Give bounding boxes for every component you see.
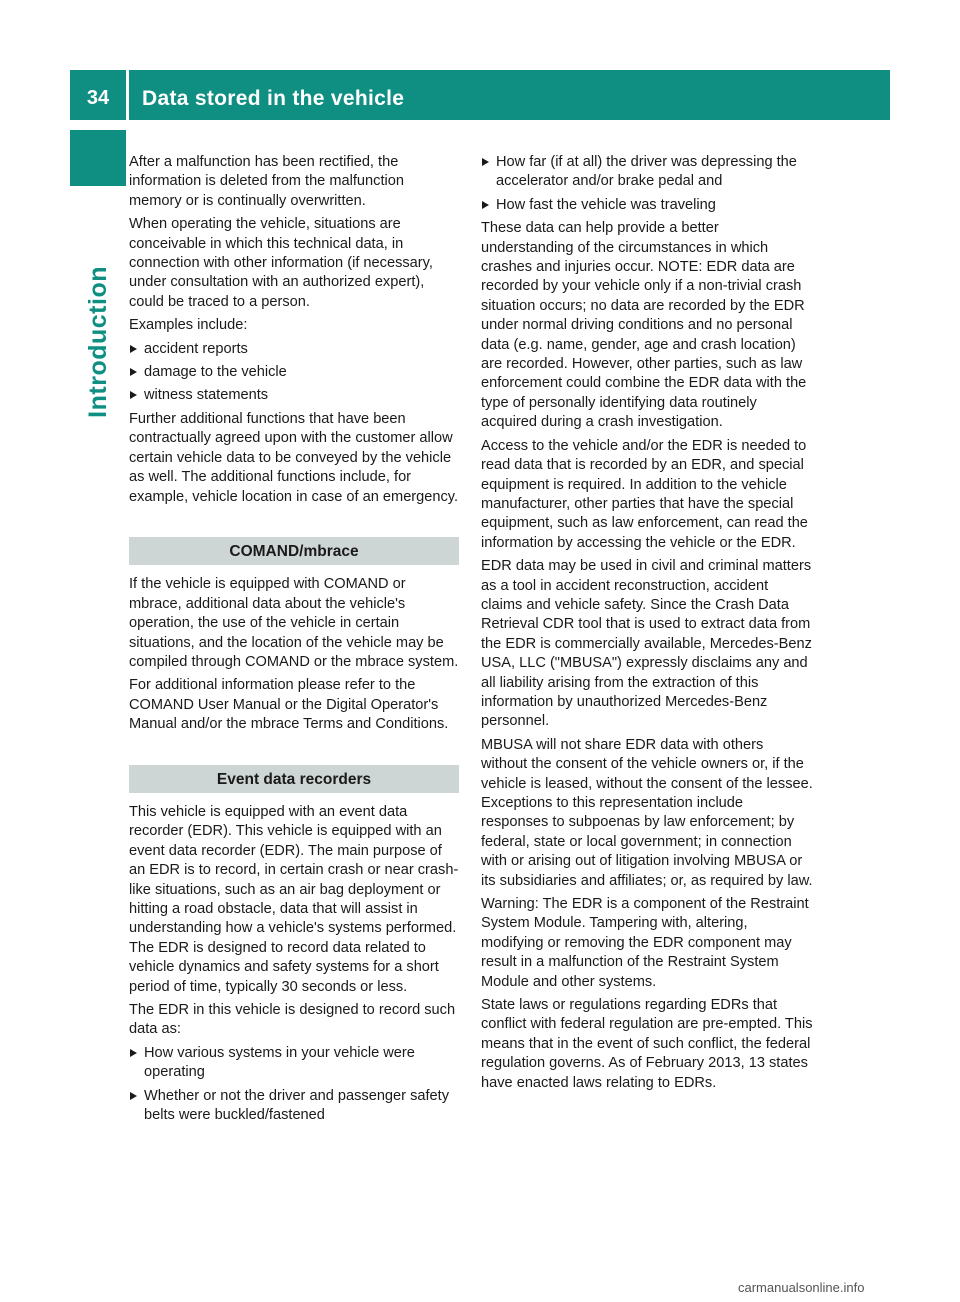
section-heading-edr: Event data recorders [129, 765, 459, 793]
paragraph: When operating the vehicle, situations are conceivable in which this technical data, in connection with other information (if necessary, under consultation with an authorized expert), could be traced to a person. [129, 216, 433, 310]
page-number: 34 [86, 87, 110, 109]
edr-data-list [129, 1044, 459, 1126]
section-label [84, 266, 114, 418]
section-heading-comand: COMAND/mbrace [129, 537, 459, 565]
paragraph: State laws or regulations regarding EDRs that conflict with federal regulation are pre-empted. This means that in the event of such conflict, the federal regulation governs. As of February 2013, 13 states have enacted laws relating to EDRs. [481, 997, 813, 1091]
list-item: How fast the vehicle was traveling [481, 196, 813, 215]
edr-data-list-continued [481, 153, 813, 215]
paragraph: For additional information please refer to the COMAND User Manual or the Digital Operator's Manual and/or the mbrace Terms and Conditions. [129, 677, 449, 733]
paragraph: This vehicle is equipped with an event data recorder (EDR). This vehicle is equipped with an event data recorder (EDR). The main purpose of an EDR is to record, in certain crash or near crash-like situations, such as an air bag deployment or hitting a road obstacle, data that will assist in understanding how a vehicle's systems performed. The EDR is designed to record data related to vehicle dynamics and safety systems for a short period of time, typically 30 seconds or less. [129, 803, 459, 995]
paragraph: The EDR in this vehicle is designed to record such data as: [129, 1002, 456, 1038]
header-divider [126, 70, 129, 120]
examples-list [129, 340, 459, 406]
paragraph: MBUSA will not share EDR data with others without the consent of the vehicle owners or, if the vehicle is leased, without the consent of the lessee. Exceptions to this representation include responses to subpoenas by law enforcement; by federal, state or local government; in connection with or arising out of litigation involving MBUSA or its subsidiaries and affiliates; or, as required by law. [481, 736, 813, 889]
list-item: witness statements [129, 386, 459, 405]
right-column [481, 153, 813, 1097]
list-item: How far (if at all) the driver was depressing the accelerator and/or brake pedal and [481, 153, 813, 192]
paragraph: Access to the vehicle and/or the EDR is needed to read data that is recorded by an EDR, and special equipment is required. In addition to the vehicle manufacturer, other parties that have the special equipment, such as law enforcement, can read the information by accessing the vehicle or the EDR. [481, 437, 808, 551]
paragraph: These data can help provide a better understanding of the circumstances in which crashes and injuries occur. NOTE: EDR data are recorded by your vehicle only if a non-trivial crash situation occurs; no data are recorded by the EDR under normal driving conditions and no personal data (e.g. name, gender, age and crash location) are recorded. However, other parties, such as law enforcement could combine the EDR data with the type of personally identifying data routinely acquired during a crash investigation. [481, 220, 807, 431]
page-header [70, 70, 890, 120]
left-column [129, 153, 459, 1129]
watermark: carmanualsonline.info [738, 1280, 865, 1295]
page-title: Data stored in the vehicle [142, 87, 405, 110]
paragraph: If the vehicle is equipped with COMAND or mbrace, additional data about the vehicle's operation, the use of the vehicle in certain situations, and the location of the vehicle may be compiled through COMAND or the mbrace system. [129, 576, 459, 670]
list-item: Whether or not the driver and passenger safety belts were buckled/fastened [129, 1087, 459, 1126]
section-label-text: Introduction [84, 266, 112, 418]
paragraph: EDR data may be used in civil and criminal matters as a tool in accident reconstruction, accident claims and vehicle safety. Since the Crash Data Retrieval CDR tool that is used to extract data from the EDR is commercially available, Mercedes-Benz USA, LLC ("MBUSA") expressly disclaims any and all liability arising from the extraction of this information by unauthorized Mercedes-Benz personnel. [481, 558, 812, 730]
list-item: How various systems in your vehicle were operating [129, 1044, 459, 1083]
list-item: damage to the vehicle [129, 363, 459, 382]
section-marker [70, 130, 126, 186]
paragraph: After a malfunction has been rectified, the information is deleted from the malfunction memory or is continually overwritten. [129, 154, 404, 209]
paragraph: Examples include: [129, 317, 248, 334]
paragraph: Warning: The EDR is a component of the Restraint System Module. Tampering with, altering, modifying or removing the EDR component may result in a malfunction of the Restraint System Module and other systems. [481, 896, 809, 990]
list-item: accident reports [129, 340, 459, 359]
paragraph: Further additional functions that have been contractually agreed upon with the customer allow certain vehicle data to be conveyed by the vehicle as well. The additional functions include, for example, vehicle location in case of an emergency. [129, 410, 459, 505]
